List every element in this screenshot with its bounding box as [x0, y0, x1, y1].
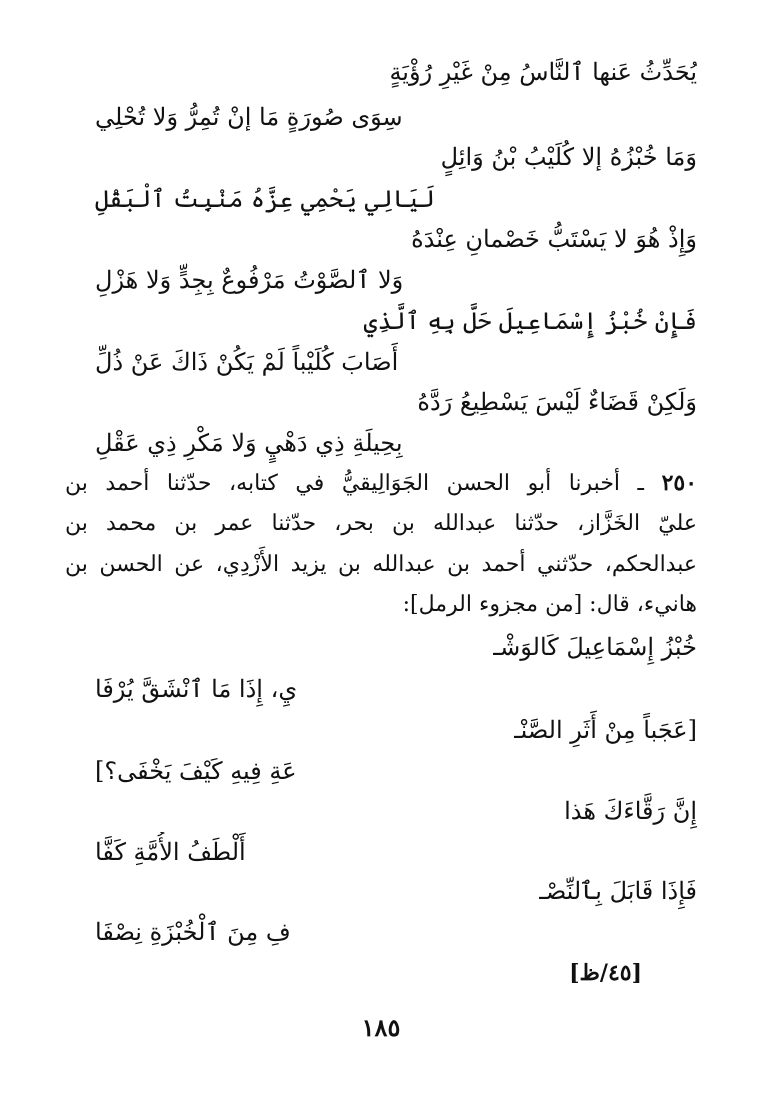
verse-line: لَيَالِي يَحْمِي عِزَّهُ مَنْبِتُ ٱلْبَقْلِ: [95, 185, 435, 213]
verse-line: [عَجَباً مِنْ أَثَرِ الصَّنْـ: [513, 716, 697, 744]
verse-line: فِ مِنَ ٱلْخُبْزَةِ نِصْفَا: [95, 918, 291, 946]
entry-number: ٢٥٠: [661, 470, 697, 496]
verse-line: يُحَدِّثُ عَنها ٱلنَّاسُ مِنْ غَيْرِ رُؤْيَةٍ: [389, 58, 697, 86]
verse-line: خُبْزُ إِسْمَاعِيلَ كَالوَشْـ: [493, 633, 697, 661]
entry-line-3: عبدالحكم، حدّثني أحمد بن عبدالله بن يزيد الأَزْدِي، عن الحسن بن: [65, 552, 697, 577]
verse-line: أَلْطَفُ الأُمَّةِ كَفَّا: [95, 838, 246, 866]
folio-marker: [٤٥/ظ]: [569, 960, 642, 986]
entry-text: ـ أخبرنا أبو الحسن الجَوَالِيقيُّ في كتابه، حدّثنا أحمد بن: [65, 471, 645, 496]
verse-line: إِنَّ رَقَّاءَكَ هَذا: [564, 797, 697, 825]
entry-line-2: عليّ الخَزَّاز، حدّثنا عبدالله بن بحر، حدّثنا عمر بن محمد بن: [65, 511, 697, 536]
verse-line: وَلَكِنْ قَضَاءٌ لَيْسَ يَسْطِيعُ رَدَّهُ: [417, 388, 697, 416]
verse-line: بِحِيلَةِ ذِي دَهْيٍ وَلا مَكْرِ ذِي عَقْلِ: [95, 429, 403, 457]
page-number: ١٨٥: [361, 1013, 401, 1042]
verse-line: وَإِذْ هُوَ لا يَسْتَبُّ خَصْمانِ عِنْدَهُ: [411, 225, 697, 253]
verse-line: فَإِنْ خُبْزُ إِسْمَاعِيلَ حَلَّ بِهِ ٱلَّذِي: [363, 307, 697, 335]
entry-line-1: [65, 463, 697, 503]
verse-line: وَمَا خُبْزُهُ إلا كُلَيْبُ بْنُ وَائِلٍ: [440, 143, 697, 171]
verse-line: عَةِ فِيهِ كَيْفَ يَخْفَى؟]: [95, 757, 297, 785]
verse-line: وَلا ٱلصَّوْتُ مَرْفُوعٌ بِجِدٍّ وَلا هَزْلِ: [95, 266, 404, 294]
entry-line-4: هانيء، قال: [من مجزوء الرمل]:: [402, 592, 697, 617]
verse-line: يِ، إِذَا مَا ٱنْشَقَّ يُرْفَا: [95, 675, 298, 703]
verse-line: فَإِذَا قَابَلَ بِٱلنِّصْـ: [538, 877, 697, 905]
verse-line: أَصَابَ كُلَيْباً لَمْ يَكُنْ ذَاكَ عَنْ ذُلِّ: [95, 348, 399, 376]
verse-line: سِوَى صُورَةٍ مَا إنْ تُمِرُّ وَلا تُحْلِي: [95, 103, 403, 131]
